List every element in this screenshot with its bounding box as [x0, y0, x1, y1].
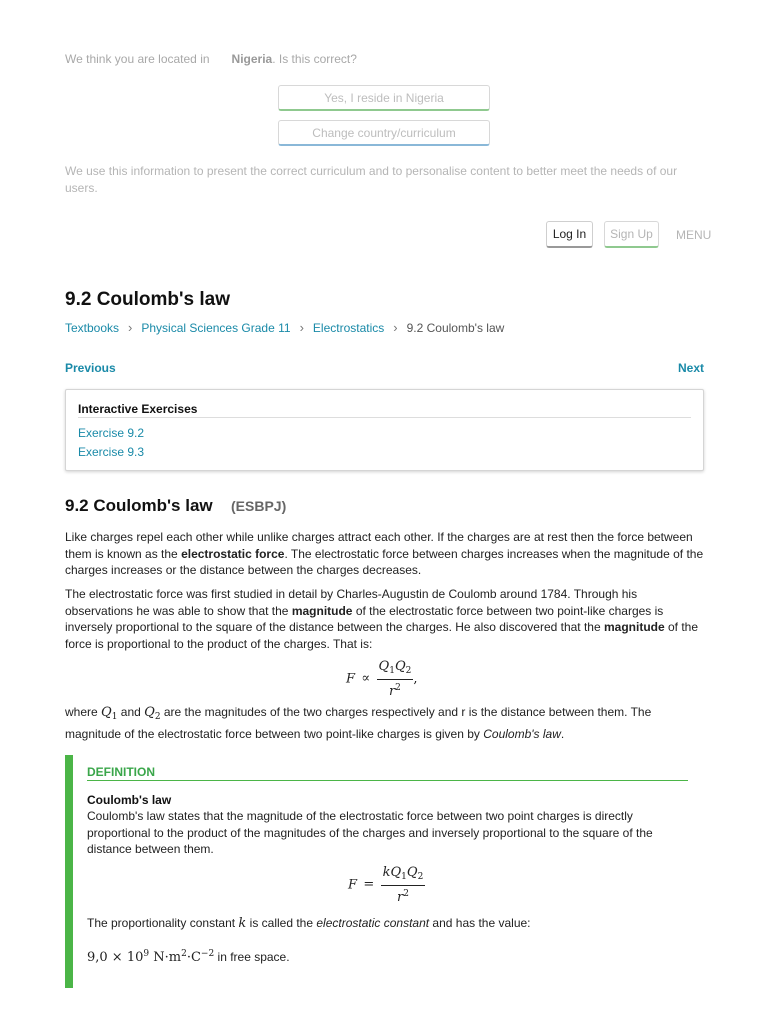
paragraph-text: and	[117, 705, 145, 719]
paragraph-text: The electrostatic force was first studied in detail by Charles-Augustin de Coulomb around 1784. Through his observations he was able to show that the	[65, 587, 638, 618]
menu-button[interactable]: MENU	[676, 228, 712, 242]
previous-link[interactable]: Previous	[65, 361, 116, 375]
location-question	[65, 51, 357, 68]
term-magnitude: magnitude	[291, 603, 353, 618]
definition-term: Coulomb's law	[87, 793, 172, 807]
interactive-exercises-panel	[65, 389, 704, 471]
breadcrumb-link-physical-sciences[interactable]: Physical Sciences Grade 11	[141, 320, 291, 335]
definition-text: Coulomb's law states that the magnitude of the electrostatic force between two point charges is directly proportional to the product of the magnitudes of the charges and inversely proportional to the square of the distance between them.	[87, 809, 653, 856]
definition-accent-bar	[65, 755, 73, 988]
location-note: We use this information to present the correct curriculum and to personalise content to better meet the needs of our users.	[65, 164, 678, 195]
paragraph-text: of the electrostatic force between two point-like charges is inversely proportional to the square of the distance between the charges. He also discovered that the	[65, 603, 664, 634]
paragraph	[65, 586, 705, 652]
breadcrumb-current: 9.2 Coulomb's law	[406, 320, 505, 335]
login-button[interactable]: Log In	[546, 221, 593, 248]
proportionality-equation: F ∝ $\frac{Q_1Q_2}{r^2}$ ,	[346, 659, 418, 699]
term-coulombs-law: Coulomb's law	[483, 726, 561, 741]
paragraph-text: Like charges repel each other while unlike charges attract each other. If the charges are at rest then the force between them is known as the	[65, 530, 693, 561]
breadcrumb-link-electrostatics[interactable]: Electrostatics	[312, 320, 385, 335]
chevron-right-icon: ›	[299, 320, 304, 335]
term-electrostatic-force: electrostatic force	[181, 546, 285, 561]
confirm-country-button[interactable]: Yes, I reside in Nigeria	[278, 85, 490, 111]
symbol-k: k	[238, 916, 247, 931]
exercise-link[interactable]: Exercise 9.3	[78, 445, 145, 459]
chevron-right-icon: ›	[393, 320, 398, 335]
paragraph-text: is called the	[246, 916, 317, 930]
paragraph	[65, 529, 705, 579]
change-country-button[interactable]: Change country/curriculum	[278, 120, 490, 146]
location-question-prefix: We think you are located in	[65, 52, 210, 66]
paragraph-text: and has the value:	[429, 916, 531, 930]
exercise-link[interactable]: Exercise 9.2	[78, 426, 145, 440]
paragraph-text: . The electrostatic force between charges increases when the magnitude of the charges increases or the distance between the charges decreases.	[65, 546, 704, 577]
constant-description	[87, 915, 687, 933]
breadcrumb-link-textbooks[interactable]: Textbooks	[65, 320, 120, 335]
breadcrumb	[65, 319, 504, 337]
paragraph-text: .	[560, 726, 565, 741]
exercises-heading: Interactive Exercises	[78, 402, 198, 416]
paragraph-text: of the force is proportional to the product of the charges. That is:	[65, 620, 699, 651]
paragraph-text: in free space.	[214, 950, 290, 964]
chevron-right-icon: ›	[128, 320, 133, 335]
term-magnitude: magnitude	[604, 620, 665, 634]
page-title: 9.2 Coulomb's law	[65, 289, 230, 310]
location-country: Nigeria	[231, 52, 273, 66]
paragraph-text: The proportionality constant	[87, 916, 239, 930]
coulombs-law-equation: F = $\frac{kQ_1Q_2}{r^2}$	[348, 865, 424, 905]
location-question-suffix: . Is this correct?	[272, 52, 357, 66]
paragraph	[65, 704, 705, 742]
exercises-divider	[78, 417, 691, 418]
next-link[interactable]: Next	[678, 361, 705, 375]
signup-button[interactable]: Sign Up	[604, 221, 659, 248]
paragraph-text: are the magnitudes of the two charges respectively and r is the distance between them. The magnitude of the electrostatic force between two point-like charges is given by	[65, 705, 652, 741]
term-electrostatic-constant: electrostatic constant	[316, 916, 430, 930]
constant-value	[87, 948, 687, 967]
section-title: 9.2 Coulomb's law	[65, 496, 213, 515]
section-code: (ESBPJ)	[231, 498, 287, 514]
definition-heading: DEFINITION	[87, 765, 155, 779]
symbol-q2: $Q_2$	[144, 705, 161, 722]
paragraph-text: where	[65, 705, 102, 719]
definition-divider	[87, 780, 688, 781]
constant-value-math: $9,0 \times 10^9$ $N\cdot m^2\cdot C^{-2}$	[87, 949, 215, 965]
symbol-q1: $Q_1$	[101, 705, 118, 722]
